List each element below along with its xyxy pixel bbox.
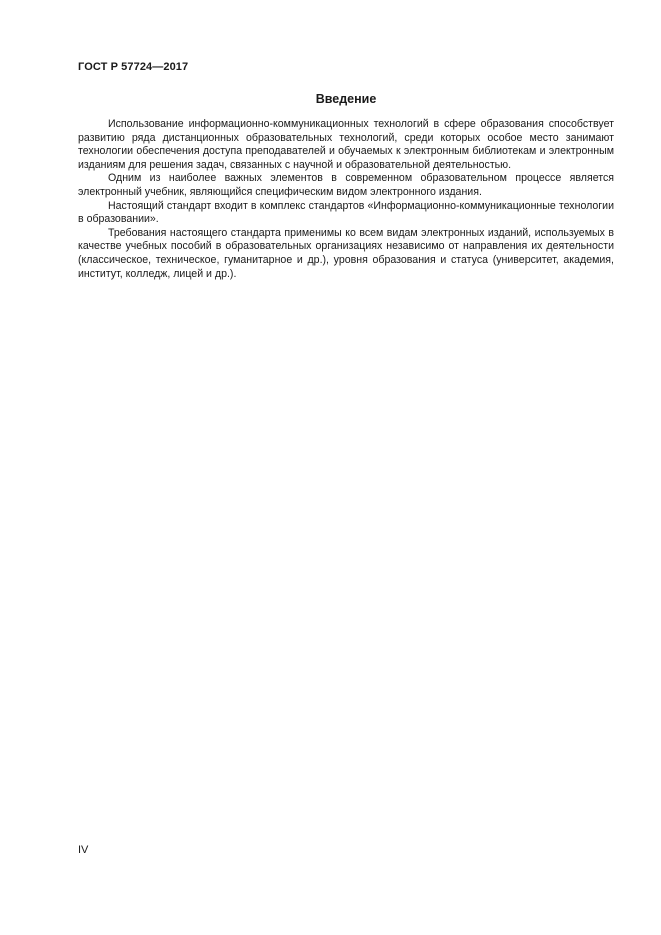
paragraph: Настоящий стандарт входит в комплекс стандартов «Информационно-коммуникационные технологии в образовании».	[78, 199, 614, 226]
paragraph: Требования настоящего стандарта применимы ко всем видам электронных изданий, используемых в качестве учебных пособий в образовательных организациях независимо от направления их деятельности (классическое, техническое, гуманитарное и др.), уровня образования и статуса (университет, академия, институт, колледж, лицей и др.).	[78, 226, 614, 280]
introduction-body	[78, 118, 614, 281]
paragraph: Использование информационно-коммуникационных технологий в сфере образования способствует развитию ряда дистанционных образовательных технологий, среди которых особое место занимают технологии обеспечения доступа преподавателей и обучаемых к электронным библиотекам и электронным изданиям для решения задач, связанных с научной и образовательной деятельностью.	[78, 118, 614, 171]
paragraph: Одним из наиболее важных элементов в современном образовательном процессе является электронный учебник, являющийся специфическим видом электронного издания.	[78, 172, 614, 198]
section-title: Введение	[315, 92, 377, 106]
page-number: IV	[78, 844, 89, 856]
document-code-header: ГОСТ Р 57724—2017	[78, 61, 189, 73]
